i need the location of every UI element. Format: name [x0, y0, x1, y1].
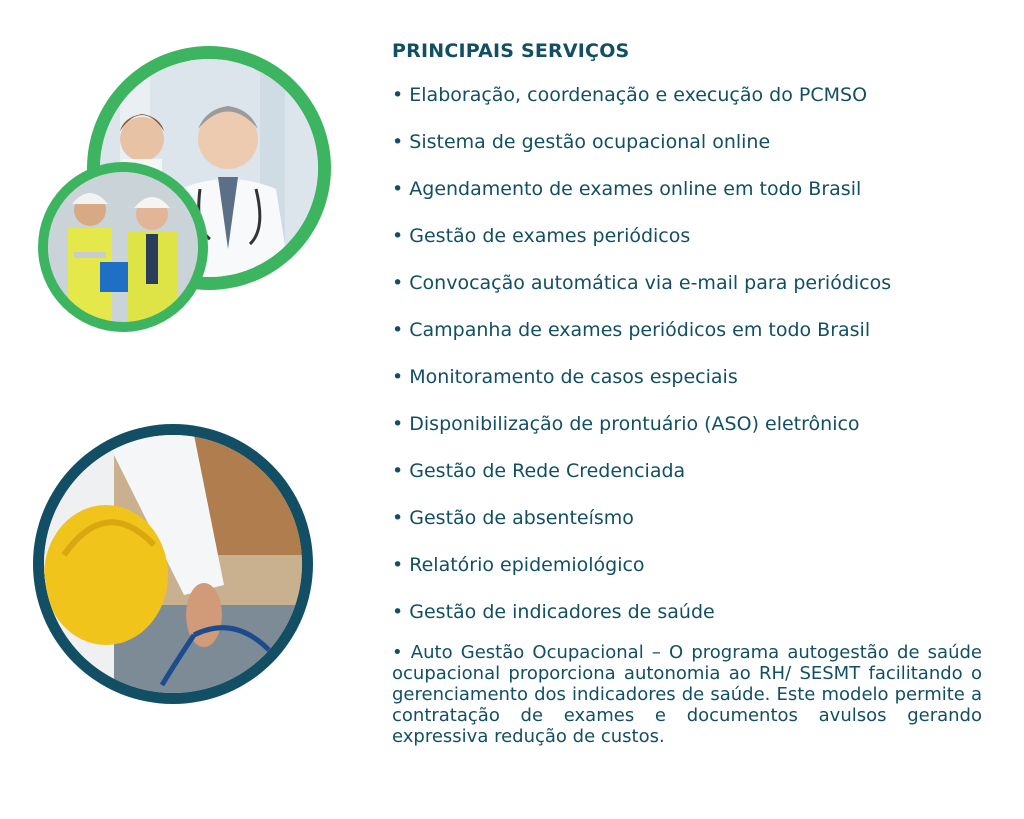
bullet: •	[392, 131, 404, 153]
service-text: Gestão de indicadores de saúde	[409, 601, 715, 623]
workers-with-hardhats-photo	[48, 172, 198, 322]
service-text: Gestão de absenteísmo	[409, 507, 634, 529]
bullet: •	[392, 366, 404, 388]
bullet: •	[392, 272, 404, 294]
service-text: Gestão de exames periódicos	[409, 225, 691, 247]
service-text: Disponibilização de prontuário (ASO) eletrônico	[409, 413, 860, 435]
service-item	[392, 270, 982, 296]
service-item	[392, 599, 982, 625]
bullet: •	[392, 554, 404, 576]
bullet: •	[392, 84, 404, 106]
bullet: •	[392, 460, 404, 482]
service-item	[392, 82, 982, 108]
auto-gestao-text: Auto Gestão Ocupacional – O programa autogestão de saúde ocupacional proporciona autonomia ao RH/ SESMT facilitando o gerenciamento dos indicadores de saúde. Este modelo permite a contratação de exames e documentos avulsos gerando expressiva redução de custos.	[392, 642, 982, 747]
service-item	[392, 505, 982, 531]
bullet: •	[392, 319, 404, 341]
service-text: Relatório epidemiológico	[409, 554, 645, 576]
section-heading: PRINCIPAIS SERVIÇOS	[392, 40, 630, 62]
doctor-holding-hardhat-photo	[44, 435, 302, 693]
bullet: •	[392, 178, 404, 200]
service-item	[392, 364, 982, 390]
service-text: Agendamento de exames online em todo Brasil	[409, 178, 862, 200]
service-item	[392, 176, 982, 202]
service-text: Campanha de exames periódicos em todo Brasil	[409, 319, 871, 341]
services-section	[392, 40, 982, 765]
services-list	[392, 82, 982, 625]
service-item	[392, 223, 982, 249]
service-text: Convocação automática via e-mail para periódicos	[409, 272, 892, 294]
service-text: Elaboração, coordenação e execução do PCMSO	[409, 84, 868, 106]
service-item	[392, 411, 982, 437]
service-item	[392, 458, 982, 484]
bullet: •	[392, 413, 404, 435]
service-text: Sistema de gestão ocupacional online	[409, 131, 771, 153]
service-item	[392, 317, 982, 343]
bullet: •	[392, 601, 404, 623]
service-item	[392, 552, 982, 578]
service-text: Gestão de Rede Credenciada	[409, 460, 686, 482]
bullet: •	[392, 225, 404, 247]
service-text: Monitoramento de casos especiais	[409, 366, 738, 388]
service-item	[392, 129, 982, 155]
auto-gestao-paragraph	[392, 642, 982, 747]
bullet: •	[392, 642, 403, 663]
bullet: •	[392, 507, 404, 529]
